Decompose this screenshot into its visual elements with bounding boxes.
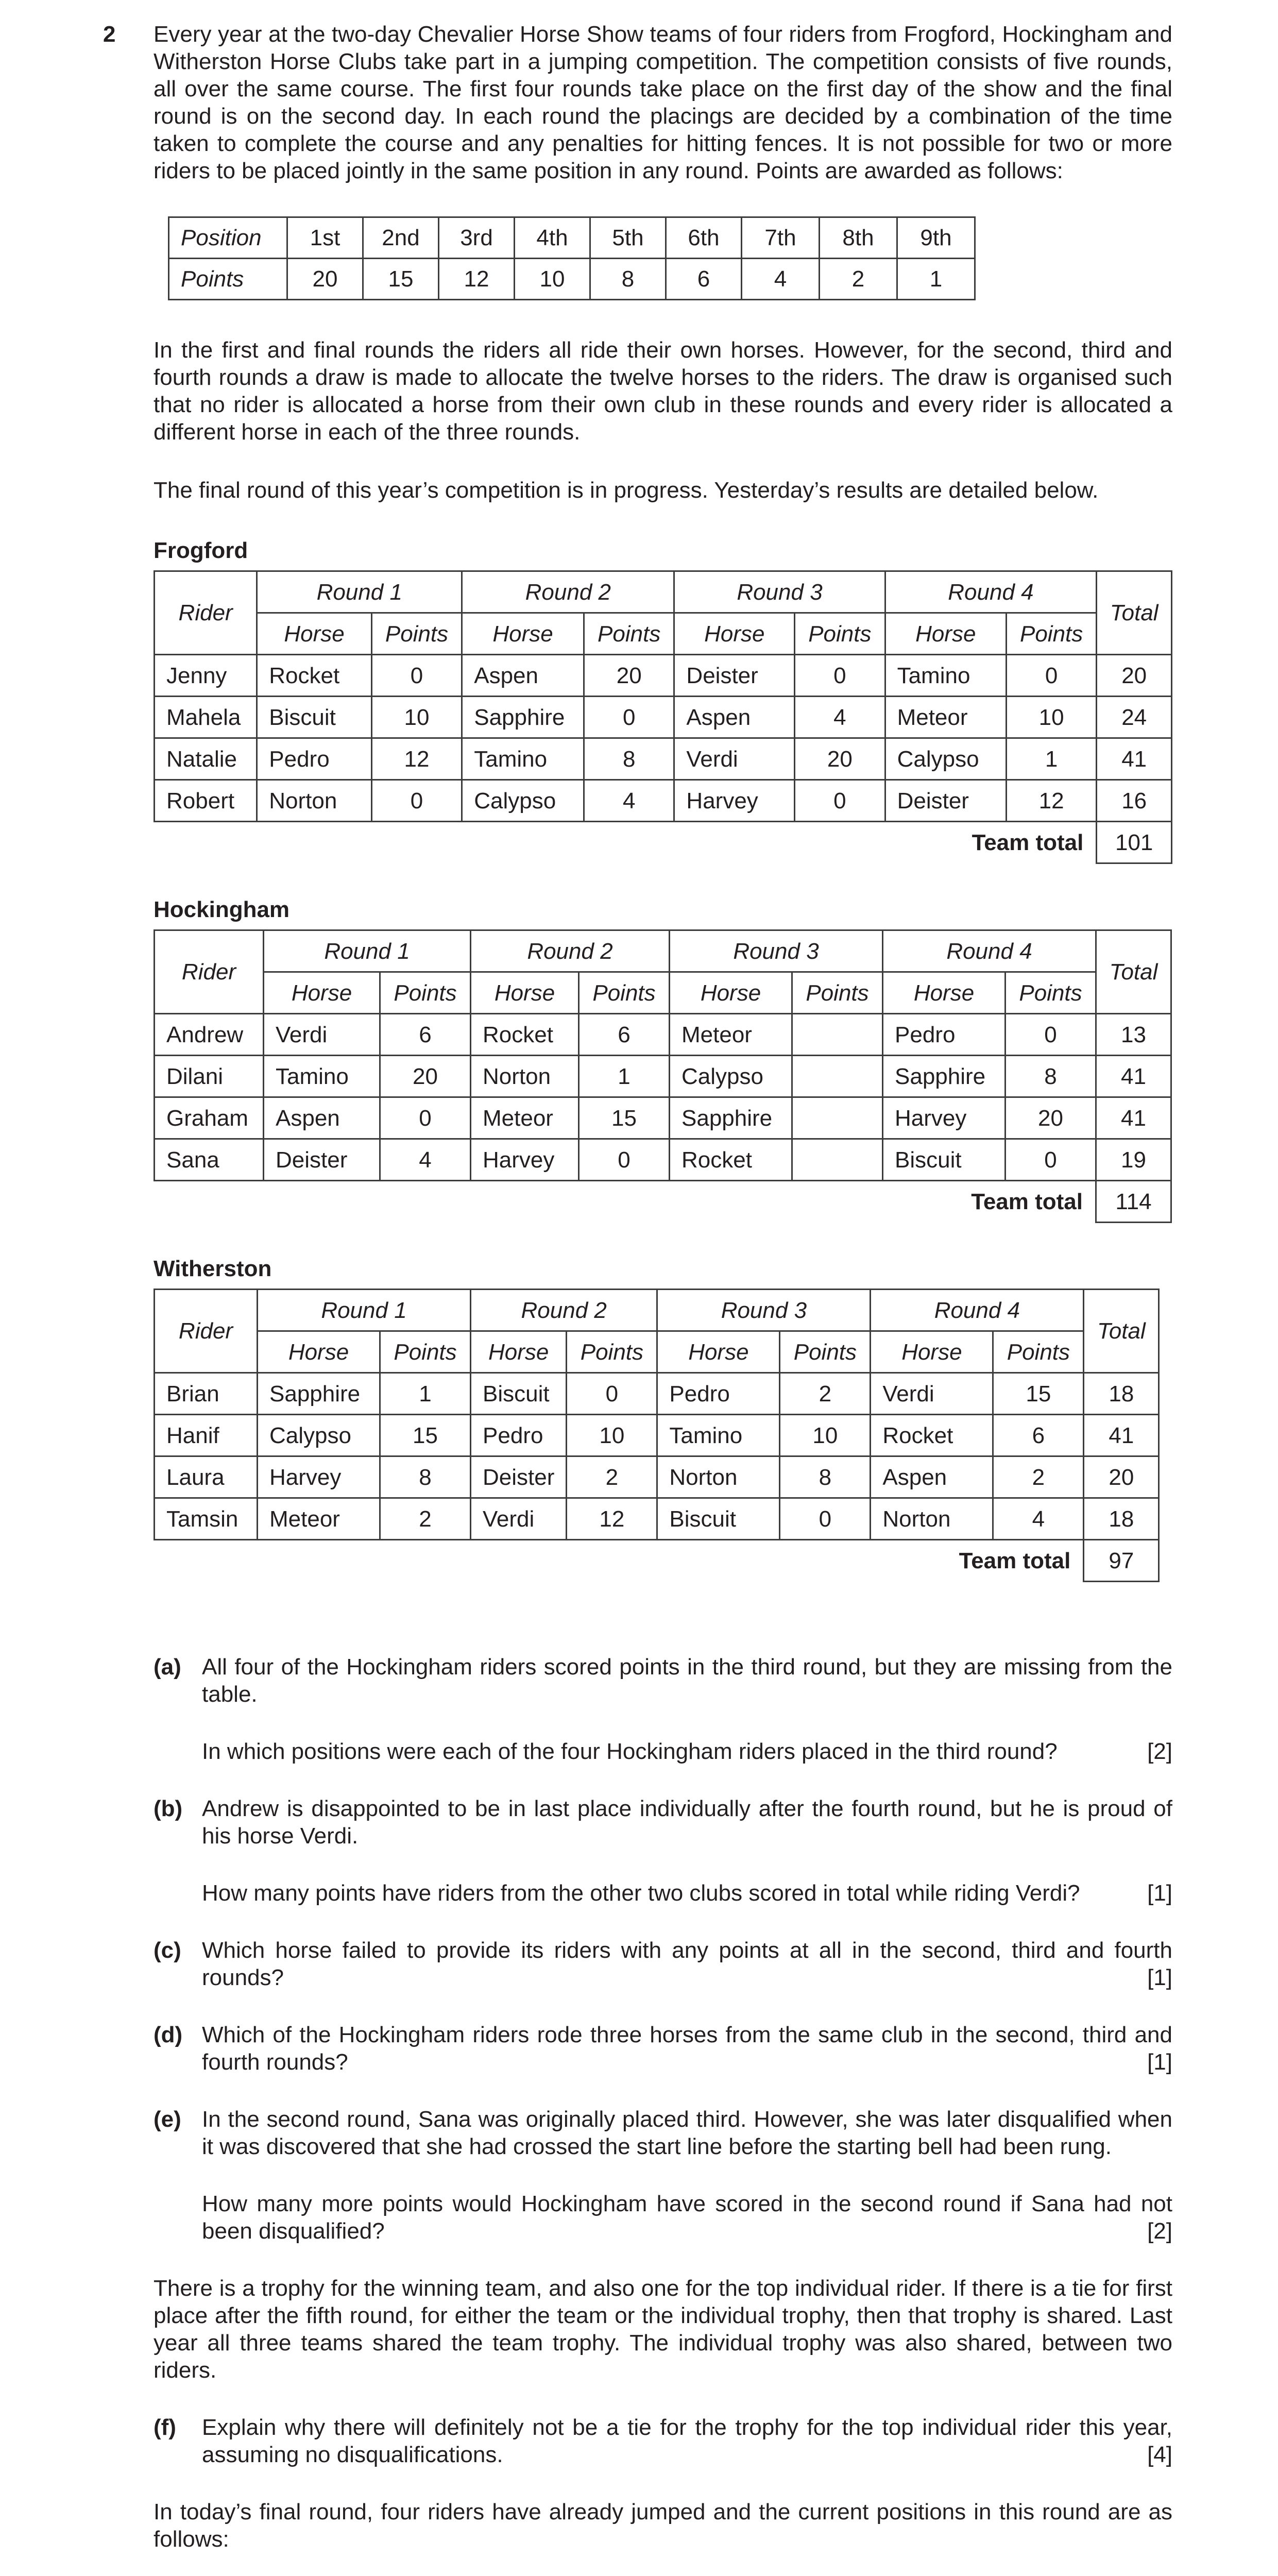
horse-cell: Rocket	[257, 655, 372, 697]
points-cell: 20	[584, 655, 674, 697]
question-prompt-text: How many more points would Hockingham have scored in the second round if Sana had not been disqualified?	[202, 2191, 1172, 2244]
question-a	[154, 1653, 1172, 1765]
question-text	[202, 1937, 1172, 1991]
position-label: Position	[169, 217, 287, 259]
horse-cell: Pedro	[657, 1373, 780, 1415]
horse-cell: Biscuit	[657, 1498, 780, 1540]
round-header: Round 4	[885, 571, 1097, 613]
question-text-content: Explain why there will definitely not be a tie for the trophy for the top individual rider this year, assuming no disqualifications.	[202, 2415, 1172, 2467]
points-cell: 0	[795, 780, 885, 822]
points-cell: 15	[363, 259, 439, 300]
horse-cell: Verdi	[674, 738, 795, 780]
horse-cell: Norton	[257, 780, 372, 822]
points-cell: 8	[1006, 1056, 1096, 1097]
horse-cell: Meteor	[471, 1097, 579, 1139]
total-cell: 41	[1096, 1056, 1171, 1097]
points-cell: 1	[897, 259, 975, 300]
question-prompt-text: In which positions were each of the four Hockingham riders placed in the third round?	[202, 1739, 1058, 1764]
points-header: Points	[579, 972, 670, 1014]
rider-name: Robert	[155, 780, 257, 822]
marks: [4]	[1147, 2442, 1172, 2467]
header-row	[155, 1290, 1159, 1331]
position-cell: 1st	[287, 217, 363, 259]
points-cell: 6	[579, 1014, 670, 1056]
question-text: All four of the Hockingham riders scored points in the third round, but they are missing from the table.	[202, 1654, 1172, 1707]
round-header: Round 1	[258, 1290, 471, 1331]
rider-name: Sana	[155, 1139, 264, 1181]
subheader-row	[155, 613, 1172, 655]
horse-cell: Norton	[471, 1056, 579, 1097]
points-header: Points	[584, 613, 674, 655]
horse-cell: Rocket	[670, 1139, 792, 1181]
points-cell: 6	[666, 259, 742, 300]
horse-cell: Verdi	[471, 1498, 567, 1540]
team-total-value: 97	[1084, 1540, 1159, 1582]
table-row	[155, 1373, 1159, 1415]
points-cell: 4	[742, 259, 820, 300]
horse-cell: Harvey	[258, 1456, 380, 1498]
points-cell: 8	[380, 1456, 471, 1498]
points-cell: 12	[371, 738, 462, 780]
intro-paragraph: Every year at the two-day Chevalier Horse Show teams of four riders from Frogford, Hockingham and Witherston Horse Clubs take part in a jumping competition. The competition consists of five rounds, all over the same course. The first four rounds take place on the first day of the show and the final round is on the second day. In each round the placings are decided by a combination of the time taken to complete the course and any penalties for hitting fences. It is not possible for two or more riders to be placed jointly in the same position in any round. Points are awarded as follows:	[154, 22, 1172, 183]
points-cell: 0	[371, 655, 462, 697]
points-cell: 12	[1006, 780, 1096, 822]
total-cell: 16	[1097, 780, 1172, 822]
table-row	[155, 1056, 1171, 1097]
club-results-table	[154, 1289, 1160, 1582]
points-cell: 8	[780, 1456, 871, 1498]
rider-name: Brian	[155, 1373, 258, 1415]
total-cell: 13	[1096, 1014, 1171, 1056]
club-name: Hockingham	[154, 897, 290, 922]
round-header: Round 2	[471, 1290, 657, 1331]
table-row	[155, 1456, 1159, 1498]
position-cell: 9th	[897, 217, 975, 259]
rider-name: Dilani	[155, 1056, 264, 1097]
rider-name: Jenny	[155, 655, 257, 697]
points-cell: 0	[371, 780, 462, 822]
horse-cell: Tamino	[885, 655, 1006, 697]
question-label: (d)	[154, 2022, 183, 2047]
horse-cell: Aspen	[674, 697, 795, 738]
points-header: Points	[795, 613, 885, 655]
horse-cell: Sapphire	[670, 1097, 792, 1139]
round-header: Round 2	[462, 571, 674, 613]
position-cell: 5th	[590, 217, 666, 259]
rider-header: Rider	[155, 930, 264, 1014]
horse-header: Horse	[657, 1331, 780, 1373]
rider-header: Rider	[155, 1290, 258, 1373]
question-prompt	[202, 1738, 1172, 1765]
points-cell: 4	[584, 780, 674, 822]
horse-cell: Calypso	[670, 1056, 792, 1097]
horse-cell: Biscuit	[257, 697, 372, 738]
points-cell: 6	[380, 1014, 471, 1056]
points-cell: 12	[567, 1498, 657, 1540]
team-total-row	[155, 1540, 1159, 1582]
horse-cell: Aspen	[462, 655, 584, 697]
points-header: Points	[780, 1331, 871, 1373]
points-cell: 10	[371, 697, 462, 738]
horse-cell: Biscuit	[883, 1139, 1006, 1181]
horse-cell: Pedro	[883, 1014, 1006, 1056]
trophy-paragraph: There is a trophy for the winning team, and also one for the top individual rider. If there is a tie for first place after the fifth round, for either the team or the individual trophy, then that trophy is shared. Last year all three teams shared the team trophy. The individual trophy was also shared, between two riders.	[154, 2276, 1172, 2383]
position-cell: 8th	[820, 217, 897, 259]
position-cell: 2nd	[363, 217, 439, 259]
horse-cell: Deister	[674, 655, 795, 697]
points-cell: 0	[795, 655, 885, 697]
points-cell	[792, 1014, 883, 1056]
horse-cell: Aspen	[871, 1456, 993, 1498]
team-total-row	[155, 1181, 1171, 1223]
question-label: (e)	[154, 2107, 181, 2132]
points-cell: 15	[380, 1415, 471, 1456]
round-header: Round 3	[657, 1290, 871, 1331]
question-number: 2	[103, 22, 116, 47]
horse-cell: Calypso	[258, 1415, 380, 1456]
points-cell: 0	[584, 697, 674, 738]
horse-cell: Rocket	[471, 1014, 579, 1056]
table-row	[155, 780, 1172, 822]
team-total-value: 101	[1097, 822, 1172, 863]
table-row	[155, 1097, 1171, 1139]
question-content	[154, 21, 1172, 2576]
rider-header: Rider	[155, 571, 257, 655]
round-header: Round 2	[471, 930, 670, 972]
horse-header: Horse	[674, 613, 795, 655]
rider-name: Mahela	[155, 697, 257, 738]
horse-cell: Deister	[471, 1456, 567, 1498]
horse-cell: Harvey	[471, 1139, 579, 1181]
total-cell: 18	[1084, 1373, 1159, 1415]
table-row	[155, 1415, 1159, 1456]
points-label: Points	[169, 259, 287, 300]
table-row	[155, 738, 1172, 780]
horse-header: Horse	[462, 613, 584, 655]
round-header: Round 3	[670, 930, 883, 972]
club-results-table	[154, 570, 1172, 864]
points-table	[168, 216, 976, 300]
total-cell: 20	[1097, 655, 1172, 697]
question-text	[202, 2021, 1172, 2076]
points-cell: 1	[1006, 738, 1096, 780]
header-row	[155, 930, 1171, 972]
total-header: Total	[1097, 571, 1172, 655]
points-cell: 0	[1006, 1014, 1096, 1056]
horse-header: Horse	[885, 613, 1006, 655]
points-header: Points	[371, 613, 462, 655]
points-cell: 2	[380, 1498, 471, 1540]
horse-header: Horse	[258, 1331, 380, 1373]
rider-name: Hanif	[155, 1415, 258, 1456]
total-cell: 24	[1097, 697, 1172, 738]
points-cell: 10	[515, 259, 590, 300]
question-prompt-text: How many points have riders from the other two clubs scored in total while riding Verdi?	[202, 1880, 1080, 1906]
round-header: Round 1	[257, 571, 462, 613]
position-cell: 7th	[742, 217, 820, 259]
points-cell: 0	[1006, 1139, 1096, 1181]
total-cell: 20	[1084, 1456, 1159, 1498]
points-cell: 15	[993, 1373, 1084, 1415]
horse-cell: Norton	[657, 1456, 780, 1498]
points-cell: 20	[1006, 1097, 1096, 1139]
round-header: Round 4	[883, 930, 1096, 972]
round-header: Round 3	[674, 571, 885, 613]
points-cell: 0	[579, 1139, 670, 1181]
horse-header: Horse	[257, 613, 372, 655]
subheader-row	[155, 1331, 1159, 1373]
round-header: Round 4	[871, 1290, 1084, 1331]
header-row	[155, 571, 1172, 613]
horse-cell: Rocket	[871, 1415, 993, 1456]
points-cell: 10	[567, 1415, 657, 1456]
horse-cell: Norton	[871, 1498, 993, 1540]
total-cell: 41	[1084, 1415, 1159, 1456]
position-cell: 4th	[515, 217, 590, 259]
points-cell: 15	[579, 1097, 670, 1139]
points-cell: 2	[567, 1456, 657, 1498]
points-cell: 2	[780, 1373, 871, 1415]
points-header: Points	[1006, 972, 1096, 1014]
points-cell: 2	[993, 1456, 1084, 1498]
points-cell: 0	[780, 1498, 871, 1540]
points-cell: 20	[380, 1056, 471, 1097]
points-cell	[792, 1097, 883, 1139]
question-text-content: Which horse failed to provide its riders with any points at all in the second, third and fourth rounds?	[202, 1938, 1172, 1990]
points-cell: 0	[380, 1097, 471, 1139]
horse-cell: Verdi	[871, 1373, 993, 1415]
table-row	[155, 1014, 1171, 1056]
question-text: In the second round, Sana was originally placed third. However, she was later disqualified when it was discovered that she had crossed the start line before the starting bell had been rung.	[202, 2107, 1172, 2159]
round-header: Round 1	[264, 930, 471, 972]
points-cell: 20	[795, 738, 885, 780]
horse-cell: Deister	[264, 1139, 380, 1181]
question-c	[154, 1937, 1172, 1991]
table-row	[155, 697, 1172, 738]
club-name: Frogford	[154, 538, 248, 563]
points-header: Points	[993, 1331, 1084, 1373]
horse-cell: Tamino	[462, 738, 584, 780]
team-total-label: Team total	[959, 1548, 1071, 1574]
points-cell: 20	[287, 259, 363, 300]
points-header: Points	[1006, 613, 1096, 655]
points-cell: 1	[380, 1373, 471, 1415]
question-d	[154, 2021, 1172, 2076]
club-results	[154, 537, 1172, 1582]
horse-cell: Tamino	[264, 1056, 380, 1097]
draw-paragraph: In the first and final rounds the riders all ride their own horses. However, for the second, third and fourth rounds a draw is made to allocate the twelve horses to the riders. The draw is organised such that no rider is allocated a horse from their own club in these rounds and every rider is allocated a different horse in each of the three rounds.	[154, 337, 1172, 445]
points-cell: 4	[993, 1498, 1084, 1540]
position-cell: 3rd	[439, 217, 515, 259]
club-results-table	[154, 929, 1172, 1223]
points-cell: 4	[795, 697, 885, 738]
points-header: Points	[380, 972, 471, 1014]
horse-header: Horse	[264, 972, 380, 1014]
points-cell: 0	[567, 1373, 657, 1415]
horse-header: Horse	[883, 972, 1006, 1014]
question-text-content: Which of the Hockingham riders rode three horses from the same club in the second, third and fourth rounds?	[202, 2022, 1172, 2075]
rider-name: Tamsin	[155, 1498, 258, 1540]
horse-cell: Harvey	[883, 1097, 1006, 1139]
club-name: Witherston	[154, 1256, 272, 1281]
horse-cell: Meteor	[885, 697, 1006, 738]
points-header: Points	[792, 972, 883, 1014]
horse-cell: Sapphire	[258, 1373, 380, 1415]
total-header: Total	[1096, 930, 1171, 1014]
horse-cell: Pedro	[471, 1415, 567, 1456]
horse-cell: Pedro	[257, 738, 372, 780]
question-text	[202, 2414, 1172, 2468]
team-total-value: 114	[1096, 1181, 1171, 1223]
team-total-label: Team total	[972, 830, 1084, 856]
marks: [2]	[1147, 1739, 1172, 1764]
question-f	[154, 2414, 1172, 2468]
horse-cell: Harvey	[674, 780, 795, 822]
points-table-position-row	[169, 217, 975, 259]
question-label: (b)	[154, 1796, 183, 1821]
rider-name: Graham	[155, 1097, 264, 1139]
table-row	[155, 1139, 1171, 1181]
table-row	[155, 1498, 1159, 1540]
horse-cell: Sapphire	[883, 1056, 1006, 1097]
points-cell: 10	[780, 1415, 871, 1456]
horse-header: Horse	[471, 972, 579, 1014]
progress-paragraph: The final round of this year’s competition is in progress. Yesterday’s results are detailed below.	[154, 478, 1099, 503]
points-cell: 8	[590, 259, 666, 300]
horse-cell: Verdi	[264, 1014, 380, 1056]
rider-name: Andrew	[155, 1014, 264, 1056]
question-e	[154, 2106, 1172, 2245]
horse-header: Horse	[871, 1331, 993, 1373]
horse-cell: Sapphire	[462, 697, 584, 738]
points-cell: 6	[993, 1415, 1084, 1456]
points-header: Points	[567, 1331, 657, 1373]
total-cell: 41	[1097, 738, 1172, 780]
horse-cell: Meteor	[258, 1498, 380, 1540]
question-label: (c)	[154, 1938, 181, 1963]
points-cell	[792, 1139, 883, 1181]
points-cell: 1	[579, 1056, 670, 1097]
question-label: (a)	[154, 1654, 181, 1680]
points-cell: 12	[439, 259, 515, 300]
horse-cell: Deister	[885, 780, 1006, 822]
points-cell: 2	[820, 259, 897, 300]
rider-name: Natalie	[155, 738, 257, 780]
horse-header: Horse	[471, 1331, 567, 1373]
team-total-label: Team total	[971, 1189, 1083, 1215]
points-cell: 8	[584, 738, 674, 780]
final-round-paragraph: In today’s final round, four riders have already jumped and the current positions in this round are as follows:	[154, 2499, 1172, 2552]
horse-cell: Calypso	[462, 780, 584, 822]
points-cell	[792, 1056, 883, 1097]
total-cell: 19	[1096, 1139, 1171, 1181]
marks: [2]	[1147, 2218, 1172, 2244]
question-b	[154, 1795, 1172, 1907]
points-cell: 10	[1006, 697, 1096, 738]
rider-name: Laura	[155, 1456, 258, 1498]
points-table-points-row	[169, 259, 975, 300]
subheader-row	[155, 972, 1171, 1014]
points-cell: 4	[380, 1139, 471, 1181]
total-header: Total	[1084, 1290, 1159, 1373]
points-header: Points	[380, 1331, 471, 1373]
question-prompt	[202, 2190, 1172, 2245]
total-cell: 41	[1096, 1097, 1171, 1139]
table-row	[155, 655, 1172, 697]
question-prompt	[202, 1879, 1172, 1907]
horse-header: Horse	[670, 972, 792, 1014]
question-text: Andrew is disappointed to be in last place individually after the fourth round, but he is proud of his horse Verdi.	[202, 1796, 1172, 1849]
marks: [1]	[1147, 2049, 1172, 2075]
position-cell: 6th	[666, 217, 742, 259]
team-total-row	[155, 822, 1172, 863]
horse-cell: Biscuit	[471, 1373, 567, 1415]
marks: [1]	[1147, 1965, 1172, 1990]
horse-cell: Aspen	[264, 1097, 380, 1139]
total-cell: 18	[1084, 1498, 1159, 1540]
horse-cell: Meteor	[670, 1014, 792, 1056]
points-cell: 0	[1006, 655, 1096, 697]
horse-cell: Tamino	[657, 1415, 780, 1456]
marks: [1]	[1147, 1880, 1172, 1906]
horse-cell: Calypso	[885, 738, 1006, 780]
question-label: (f)	[154, 2415, 176, 2440]
